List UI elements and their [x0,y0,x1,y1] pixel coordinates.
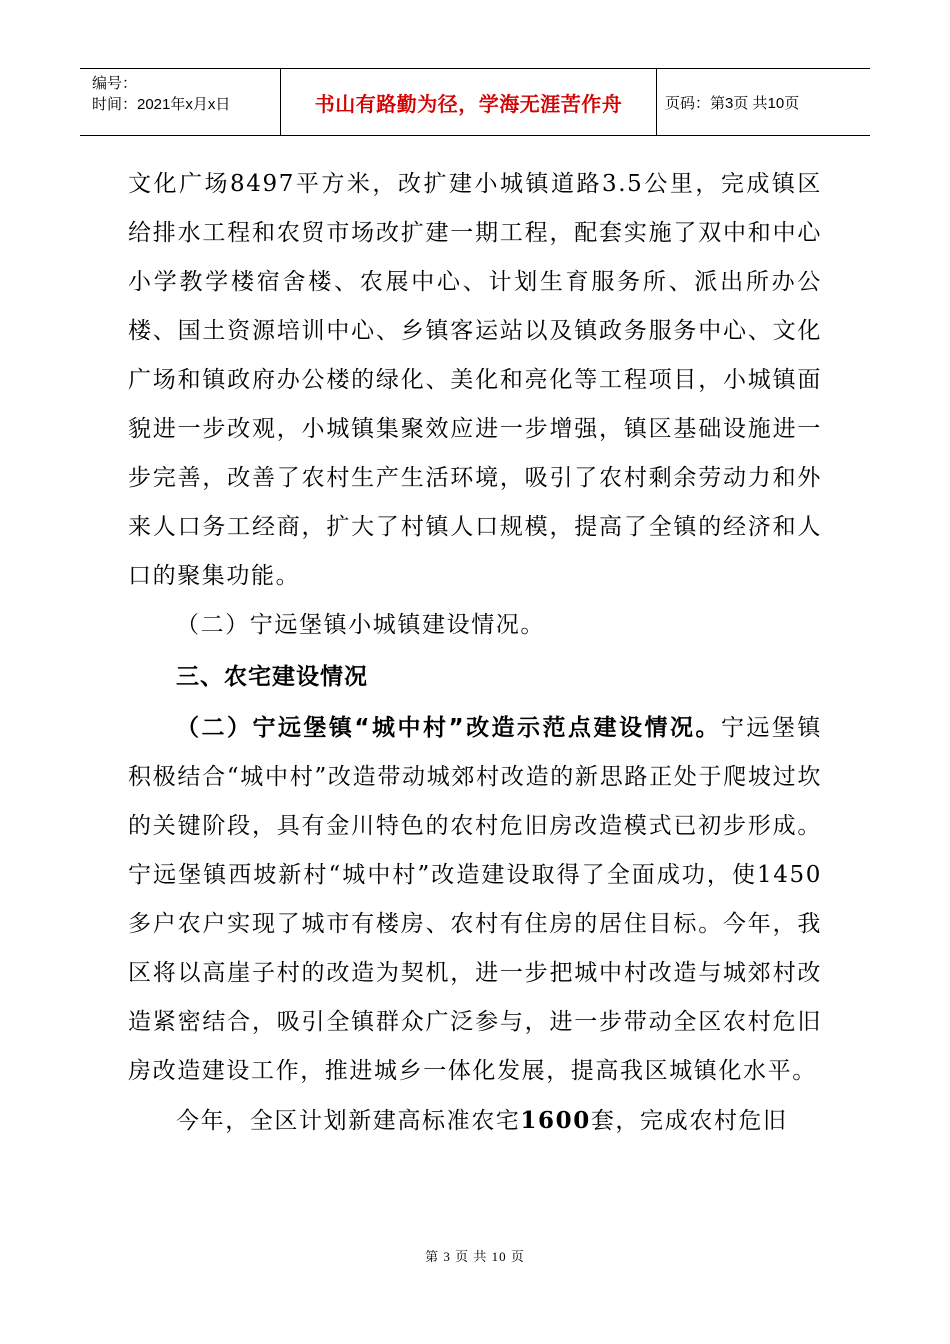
paragraph-5 [128,1096,822,1146]
number-label: 编号： [92,75,138,92]
paragraph-1: 文化广场8497平方米，改扩建小城镇道路3.5公里，完成镇区给排水工程和农贸市场改扩建一期工程，配套实施了双中和中心小学教学楼宿舍楼、农展中心、计划生育服务所、派出所办公楼、国土资源培训中心、乡镇客运站以及镇政务服务中心、文化广场和镇政府办公楼的绿化、美化和亮化等工程项目，小城镇面貌进一步改观，小城镇集聚效应进一步增强，镇区基础设施进一步完善，改善了农村生产生活环境，吸引了农村剩余劳动力和外来人口务工经商，扩大了村镇人口规模，提高了全镇的经济和人口的聚集功能。 [128,171,822,589]
date-label: 时间：2021年x月x日 [92,96,231,113]
section-heading: 三、农宅建设情况 [176,664,368,690]
paragraph-5-text-b: 套，完成农村危旧 [590,1108,788,1134]
header-meta-cell [80,69,281,135]
paragraph-4 [128,704,822,1096]
document-header [80,68,870,136]
page-footer: 第 3 页 共 10 页 [425,1249,525,1264]
paragraph-5-text-a: 今年，全区计划新建高标准农宅 [176,1108,521,1134]
header-page-label: 页码：第3页 共10页 [665,94,800,112]
paragraph-4-text: 宁远堡镇积极结合“城中村”改造带动城郊村改造的新思路正处于爬坡过坎的关键阶段，具有金川特色的农村危旧房改造模式已初步形成。宁远堡镇西坡新村“城中村”改造建设取得了全面成功，使1450多户农户实现了城市有楼房、农村有住房的居住目标。今年，我区将以高崖子村的改造为契机，进一步把城中村改造与城郊村改造紧密结合，吸引全镇群众广泛参与，进一步带动全区农村危旧房改造建设工作，推进城乡一体化发展，提高我区城镇化水平。 [128,715,822,1084]
document-body [128,160,822,1146]
paragraph-5-number: 1600 [520,1107,591,1134]
paragraph-4-lead: （二）宁远堡镇“城中村”改造示范点建设情况。 [176,715,721,741]
paragraph-2: （二）宁远堡镇小城镇建设情况。 [176,612,545,638]
header-motto: 书山有路勤为径，学海无涯苦作舟 [281,69,657,135]
